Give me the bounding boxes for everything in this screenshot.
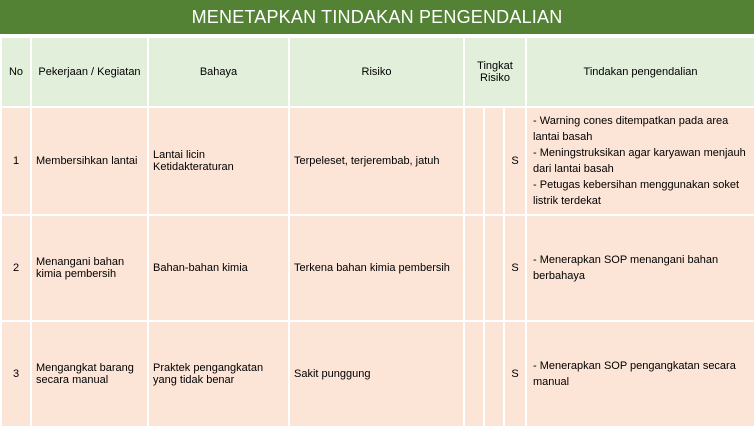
row-activity: Menangani bahan kimia pembersih (31, 215, 148, 321)
hazard-item: Ketidakteraturan (153, 161, 234, 173)
row-hazard (148, 215, 289, 321)
control-item: - Warning cones ditempatkan pada area lantai basah (533, 115, 729, 143)
control-item: - Menerapkan SOP pengangkatan secara manual (533, 360, 736, 388)
risk-level-value: S (504, 107, 526, 215)
row-risk: Terkena bahan kimia pembersih (289, 215, 464, 321)
header-risk: Risiko (289, 37, 464, 107)
risk-level-cell-b (484, 321, 504, 427)
header-hazard: Bahaya (148, 37, 289, 107)
risk-level-value: S (504, 321, 526, 427)
table-row (1, 321, 754, 427)
row-hazard (148, 321, 289, 427)
header-risk-level: Tingkat Risiko (464, 37, 526, 107)
control-table (0, 36, 754, 428)
row-no: 1 (1, 107, 31, 215)
row-no: 2 (1, 215, 31, 321)
row-risk: Sakit punggung (289, 321, 464, 427)
row-control (526, 215, 754, 321)
row-hazard (148, 107, 289, 215)
table-row (1, 215, 754, 321)
risk-level-cell-a (464, 321, 484, 427)
row-control (526, 107, 754, 215)
risk-level-cell-a (464, 107, 484, 215)
risk-level-value: S (504, 215, 526, 321)
row-no: 3 (1, 321, 31, 427)
hazard-item: Lantai licin (153, 149, 205, 161)
row-activity: Membersihkan lantai (31, 107, 148, 215)
page-title: MENETAPKAN TINDAKAN PENGENDALIAN (0, 0, 754, 34)
header-control: Tindakan pengendalian (526, 37, 754, 107)
control-item: - Meningstruksikan agar karyawan menjauh dari lantai basah (533, 147, 746, 175)
row-activity: Mengangkat barang secara manual (31, 321, 148, 427)
header-no: No (1, 37, 31, 107)
control-item: - Petugas kebersihan menggunakan soket listrik terdekat (533, 179, 740, 207)
row-risk: Terpeleset, terjerembab, jatuh (289, 107, 464, 215)
risk-level-cell-b (484, 215, 504, 321)
hazard-item: Bahan-bahan kimia (153, 262, 248, 274)
risk-level-cell-a (464, 215, 484, 321)
control-item: - Menerapkan SOP menangani bahan berbahaya (533, 254, 719, 282)
table-row (1, 107, 754, 215)
row-control (526, 321, 754, 427)
hazard-item: Praktek pengangkatan yang tidak benar (153, 362, 264, 386)
header-activity: Pekerjaan / Kegiatan (31, 37, 148, 107)
risk-level-cell-b (484, 107, 504, 215)
